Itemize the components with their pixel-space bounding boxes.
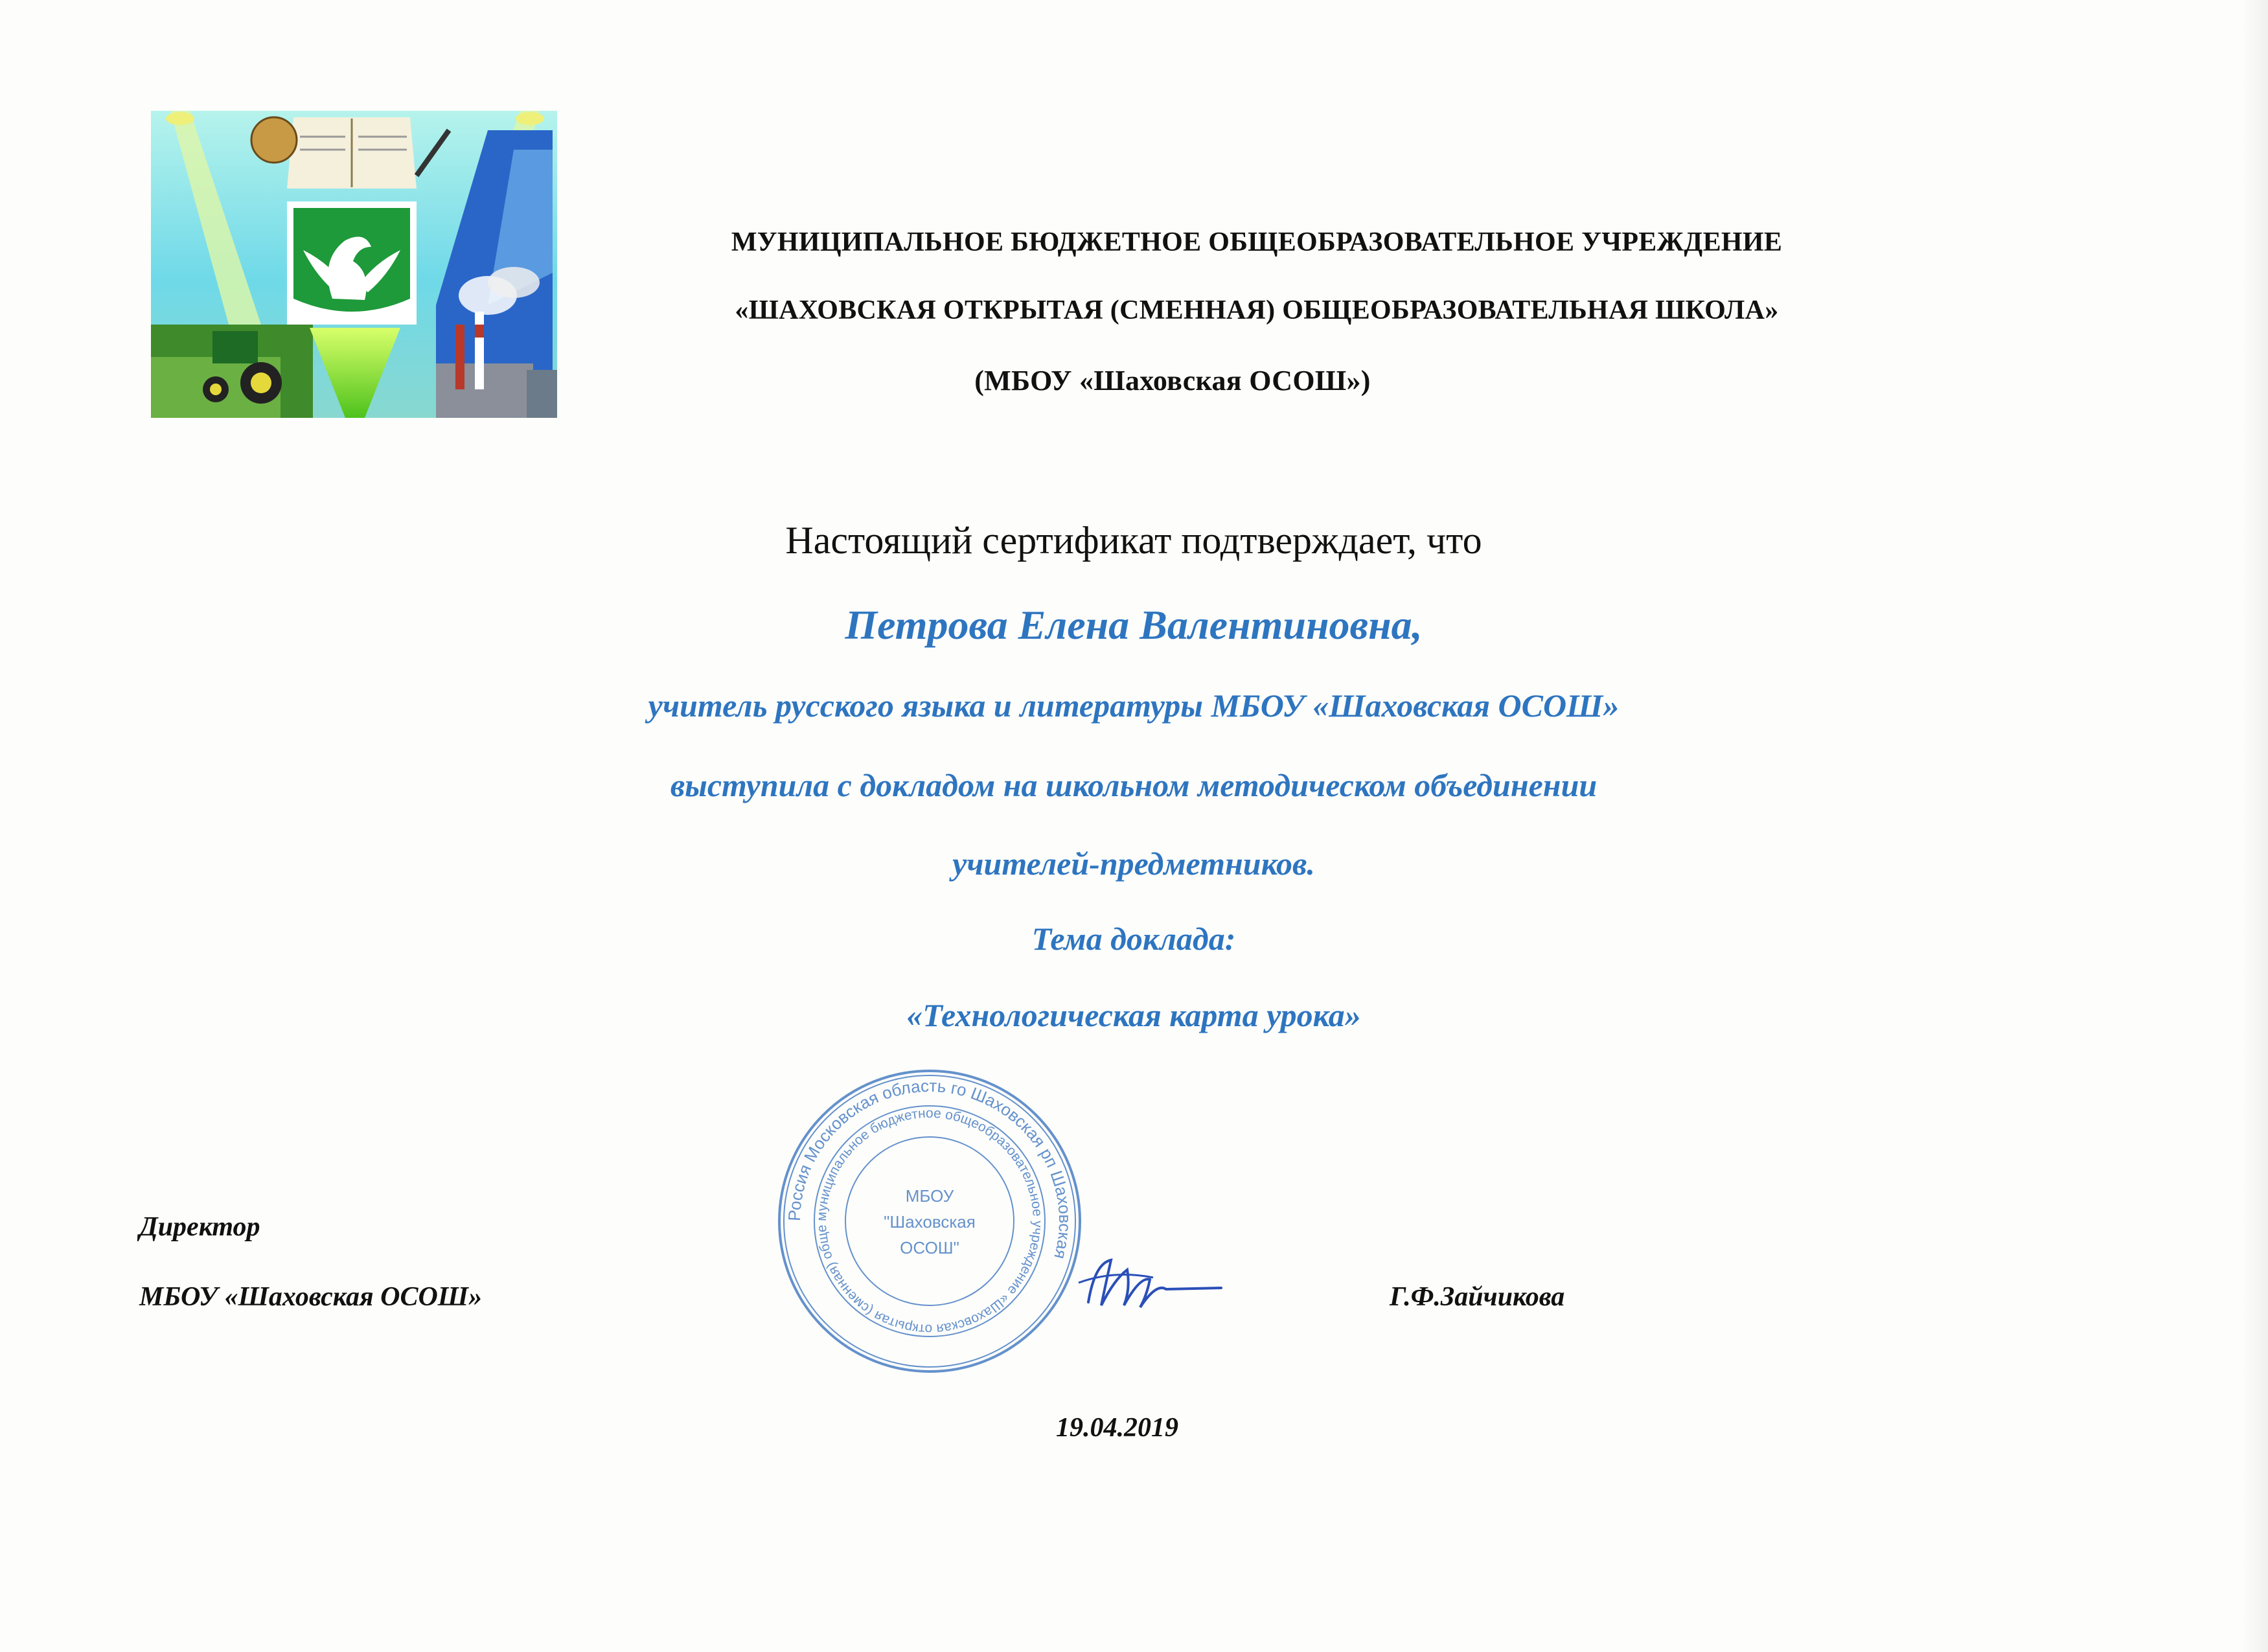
official-seal <box>774 1066 1085 1377</box>
institution-name-line1: МУНИЦИПАЛЬНОЕ БЮДЖЕТНОЕ ОБЩЕОБРАЗОВАТЕЛЬНОЕ УЧРЕЖДЕНИЕ <box>731 227 1783 257</box>
certificate-intro: Настоящий сертификат подтверждает, что <box>785 519 1482 562</box>
handwritten-signature <box>1075 1244 1224 1322</box>
svg-text:Россия Московская область го Ш: Россия Московская область го Шаховская рп Шаховская <box>784 1075 1075 1261</box>
school-emblem-image <box>151 111 557 418</box>
institution-name-line2: «ШАХОВСКАЯ ОТКРЫТАЯ (СМЕННАЯ) ОБЩЕОБРАЗОВАТЕЛЬНАЯ ШКОЛА» <box>735 295 1779 325</box>
topic-label: Тема доклада: <box>1031 921 1236 957</box>
signatory-organization: МБОУ «Шаховская ОСОШ» <box>139 1282 483 1312</box>
svg-text:"Шаховская: "Шаховская <box>884 1212 976 1232</box>
svg-text:МБОУ: МБОУ <box>905 1186 954 1206</box>
recipient-position: учитель русского языка и литературы МБОУ «Шаховская ОСОШ» <box>648 687 1620 724</box>
issue-date: 19.04.2019 <box>1056 1413 1178 1443</box>
signatory-name: Г.Ф.Зайчикова <box>1390 1282 1565 1312</box>
svg-text:ОСОШ": ОСОШ" <box>900 1238 959 1257</box>
scan-edge-shadow <box>2242 0 2268 1652</box>
recipient-name: Петрова Елена Валентиновна, <box>845 602 1423 648</box>
signatory-title: Директор <box>139 1212 260 1242</box>
institution-short-name: (МБОУ «Шаховская ОСОШ») <box>974 365 1371 396</box>
svg-text:муниципальное бюджетное общеоб: муниципальное бюджетное общеобразовательное учреждение «Шаховская открытая (сменная) обще <box>814 1105 1046 1337</box>
topic-title: «Технологическая карта урока» <box>906 997 1361 1033</box>
achievement-text: выступила с докладом на школьном методическом объединении <box>670 767 1598 803</box>
achievement-text-cont: учителей-предметников. <box>952 845 1315 882</box>
